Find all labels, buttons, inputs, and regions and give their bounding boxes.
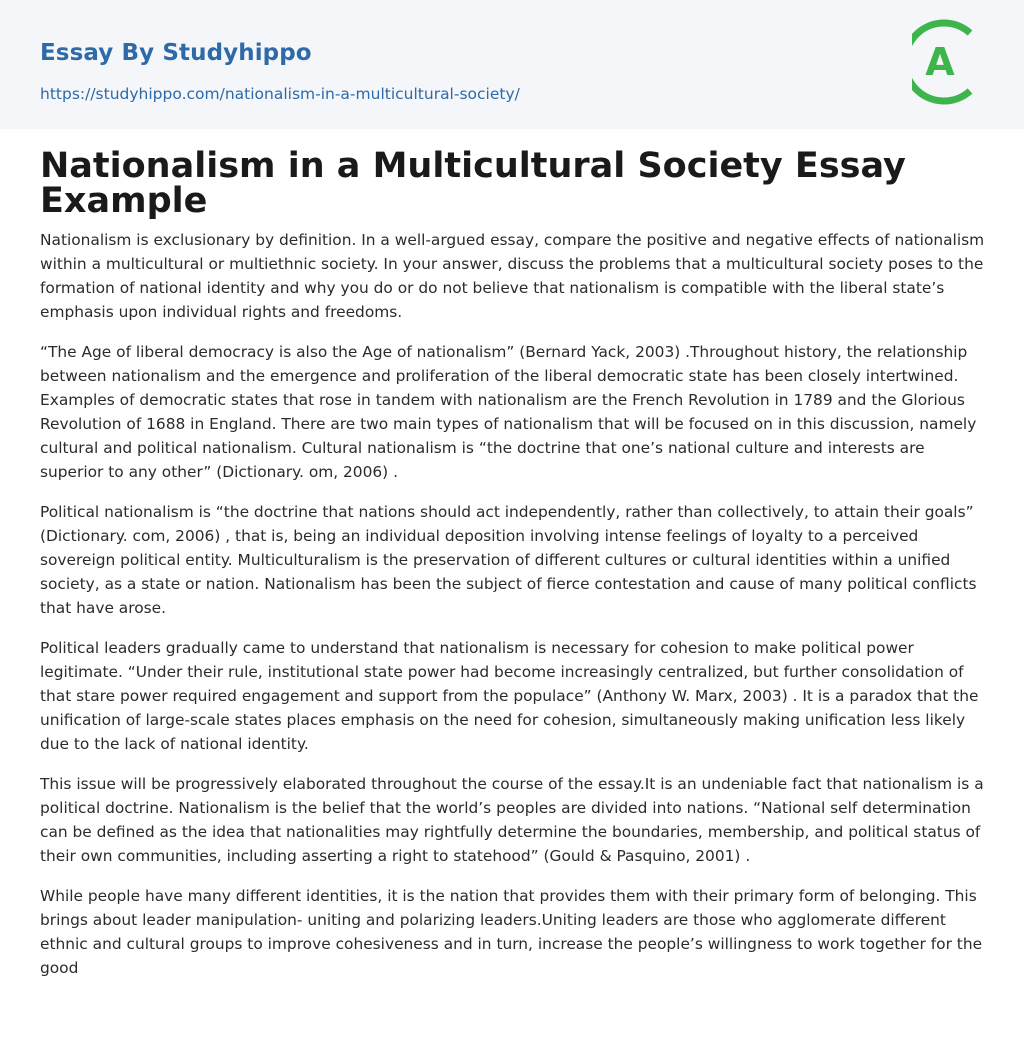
essay-body — [40, 228, 986, 996]
source-url-link[interactable]: https://studyhippo.com/nationalism-in-a-multicultural-society/ — [40, 85, 520, 103]
essay-paragraph: Nationalism is exclusionary by definition. In a well-argued essay, compare the positive and negative effects of nationalism within a multicultural or multiethnic society. In your answer, discuss the problems that a multicultural society poses to the formation of national identity and why you do or do not believe that nationalism is compatible with the liberal state’s emphasis upon individual rights and freedoms. — [40, 231, 985, 321]
essay-paragraph: Political nationalism is “the doctrine that nations should act independently, rather than collectively, to attain their goals” (Dictionary. com, 2006) , that is, being an individual deposition involving intense feelings of loyalty to a perceived sovereign political entity. Multiculturalism is the preservation of different cultures or cultural identities within a unified society, as a state or nation. Nationalism has been the subject of fierce contestation and cause of many political conflicts that have arose. — [40, 503, 977, 617]
essay-title: Nationalism in a Multicultural Society Essay Example — [40, 146, 906, 221]
brand-title[interactable]: Essay By Studyhippo — [40, 40, 312, 66]
essay-paragraph: Political leaders gradually came to understand that nationalism is necessary for cohesion to make political power legitimate. “Under their rule, institutional state power had become increasingly centralized, but further consolidation of that stare power required engagement and support from the populace” (Anthony W. Marx, 2003) . It is a paradox that the unification of large-scale states places emphasis on the need for cohesion, simultaneously making unification less likely due to the lack of national identity. — [40, 639, 979, 753]
logo-letter: A — [925, 40, 955, 84]
essay-paragraph: This issue will be progressively elaborated throughout the course of the essay.It is an undeniable fact that nationalism is a political doctrine. Nationalism is the belief that the world’s peoples are divided into nations. “National self determination can be defined as the idea that nationalities may rightfully determine the boundaries, membership, and political status of their own communities, including asserting a right to statehood” (Gould & Pasquino, 2001) . — [40, 775, 984, 865]
essay-paragraph: While people have many different identities, it is the nation that provides them with their primary form of belonging. This brings about leader manipulation- uniting and polarizing leaders.Uniting leaders are those who agglomerate different ethnic and cultural groups to improve cohesiveness and in turn, increase the people’s willingness to work together for the good — [40, 887, 983, 977]
essay-paragraph: “The Age of liberal democracy is also the Age of nationalism” (Bernard Yack, 2003) .Throughout history, the relationship between nationalism and the emergence and proliferation of the liberal democratic state has been closely intertwined. Examples of democratic states that rose in tandem with nationalism are the French Revolution in 1789 and the Glorious Revolution of 1688 in England. There are two main types of nationalism that will be focused on in this discussion, namely cultural and political nationalism. Cultural nationalism is “the doctrine that one’s national culture and interests are superior to any other” (Dictionary. om, 2006) . — [40, 343, 977, 481]
